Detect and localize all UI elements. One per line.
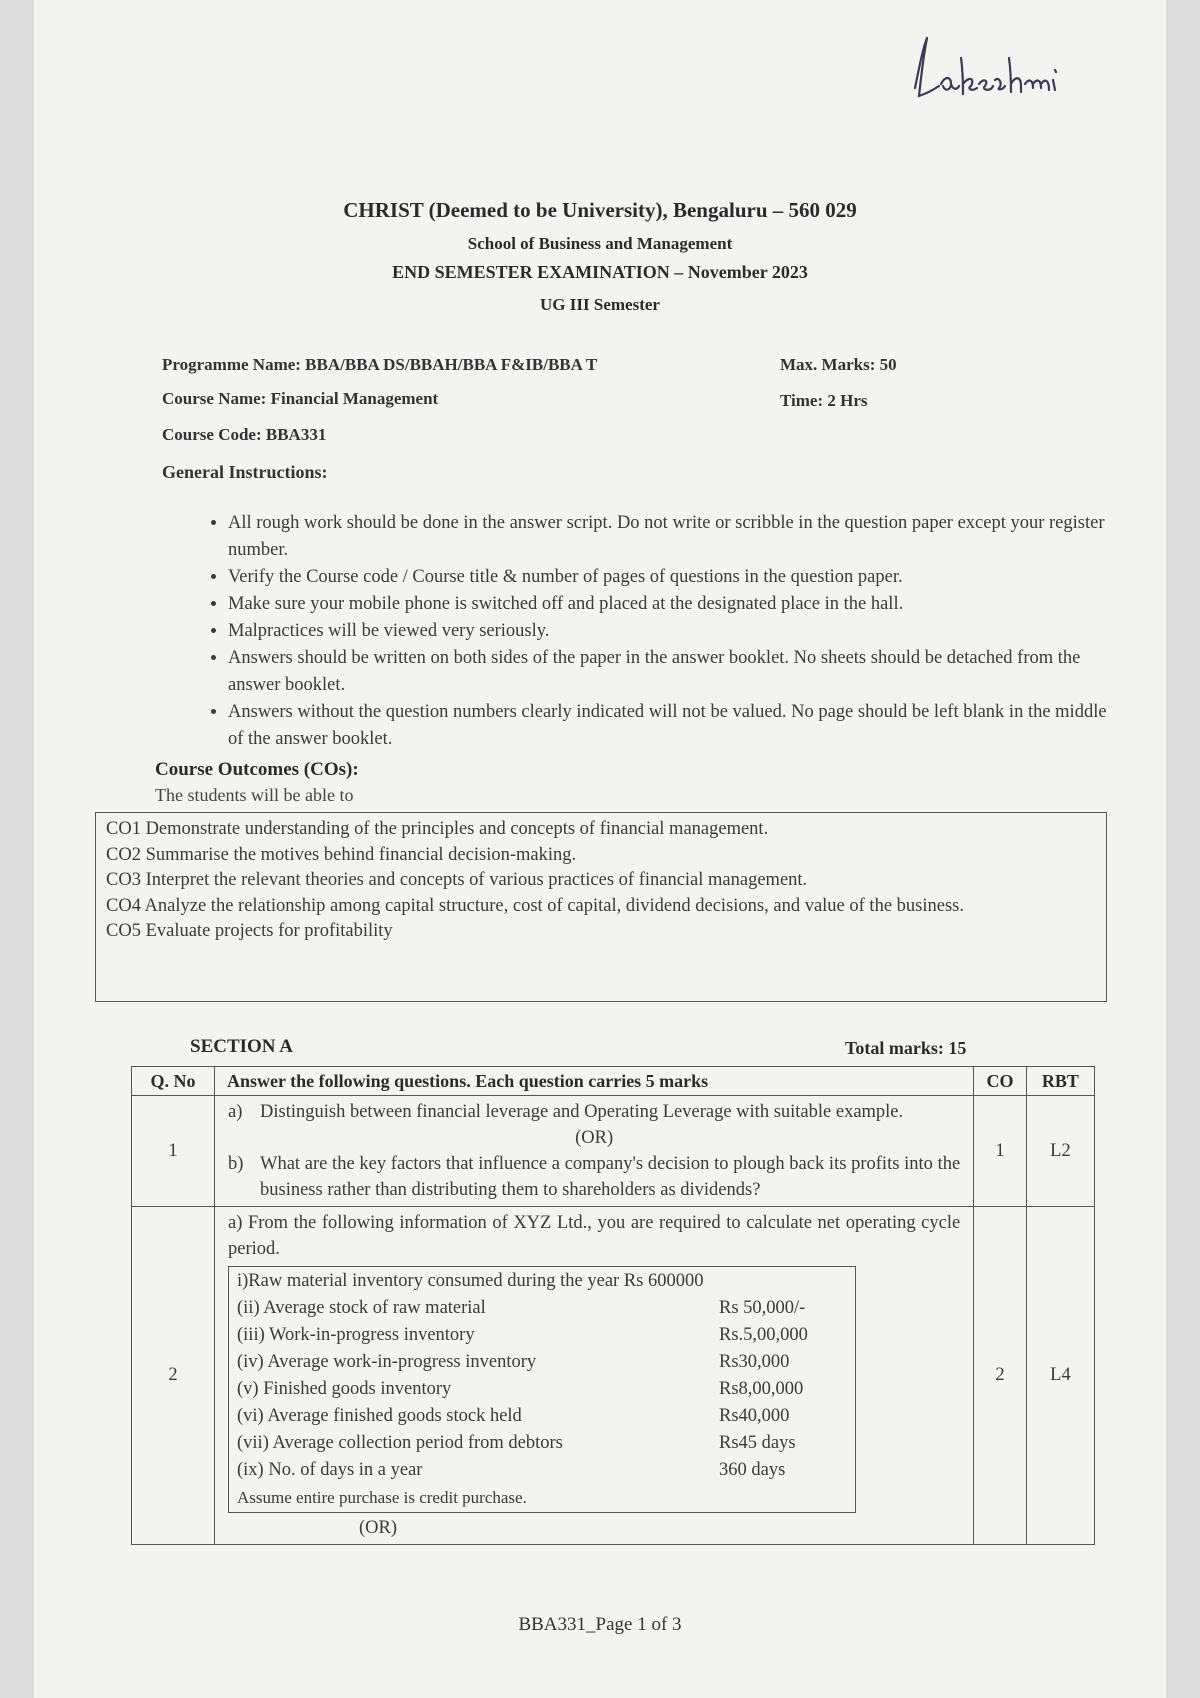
school-name: School of Business and Management [467, 234, 733, 253]
instruction-item: • Make sure your mobile phone is switched off and placed at the designated place in the hall. [228, 591, 1118, 618]
programme-name: Programme Name: BBA/BBA DS/BBAH/BBA F&IB/BBA T [162, 355, 598, 374]
rbt-value: L2 [1026, 1096, 1094, 1207]
question-text: What are the key factors that influence a company's decision to plough back its profits into the business rather than distributing them to shareholders as dividends? [260, 1154, 961, 1200]
or-separator: (OR) [575, 1128, 614, 1148]
max-marks: Max. Marks: 50 [780, 355, 897, 374]
header-rbt: RBT [1026, 1067, 1094, 1096]
exam-time: Time: 2 Hrs [780, 391, 868, 410]
exam-title: END SEMESTER EXAMINATION – November 2023 [392, 262, 808, 282]
course-outcomes-heading: Course Outcomes (COs): [155, 759, 359, 780]
table-row [132, 1207, 1095, 1545]
course-outcome-item: CO5 Evaluate projects for profitability [106, 921, 393, 941]
info-row [237, 1376, 847, 1403]
handwritten-signature [905, 28, 1135, 108]
question-number: 2 [132, 1207, 215, 1545]
info-label: (vi) Average finished goods stock held [237, 1406, 522, 1426]
info-row [237, 1349, 847, 1376]
course-outcome-item: CO2 Summarise the motives behind financial decision-making. [106, 844, 577, 865]
course-outcome-item: CO1 Demonstrate understanding of the principles and concepts of financial management. [106, 819, 769, 839]
question-text: Distinguish between financial leverage and Operating Leverage with suitable example. [260, 1102, 904, 1122]
info-value: Rs45 days [719, 1433, 796, 1453]
question-cell [215, 1207, 974, 1545]
info-value: Rs30,000 [719, 1352, 790, 1372]
general-instructions-heading: General Instructions: [162, 462, 328, 482]
part-label: b) [228, 1154, 244, 1174]
section-title: SECTION A [190, 1036, 293, 1057]
info-row [237, 1295, 847, 1322]
instruction-item: • Verify the Course code / Course title & number of pages of questions in the question paper. [228, 564, 1118, 591]
info-label: (v) Finished goods inventory [237, 1379, 452, 1399]
course-outcomes-box [95, 812, 1107, 1002]
info-label: (ii) Average stock of raw material [237, 1298, 486, 1318]
course-outcome-item: CO3 Interpret the relevant theories and concepts of various practices of financial management. [106, 870, 808, 890]
question-cell [215, 1096, 974, 1207]
course-outcome-item: CO4 Analyze the relationship among capital structure, cost of capital, dividend decisions, and value of the business. [106, 895, 964, 916]
header-qno: Q. No [132, 1067, 215, 1096]
info-row [237, 1322, 847, 1349]
instruction-item: • Malpractices will be viewed very seriously. [228, 618, 1118, 645]
info-label: (iv) Average work-in-progress inventory [237, 1352, 537, 1372]
or-separator: (OR) [358, 1518, 398, 1538]
part-label: a) [228, 1102, 243, 1122]
info-label: (vii) Average collection period from debtors [237, 1433, 563, 1453]
section-total-marks: Total marks: 15 [845, 1038, 967, 1058]
semester: UG III Semester [540, 295, 660, 314]
header-co: CO [974, 1067, 1027, 1096]
info-value: Rs 50,000/- [719, 1298, 806, 1318]
co-value: 1 [974, 1096, 1027, 1207]
university-title: CHRIST (Deemed to be University), Bengaluru – 560 029 [343, 198, 857, 222]
info-box [228, 1266, 856, 1513]
info-value: 360 days [719, 1460, 786, 1480]
info-label: (iii) Work-in-progress inventory [237, 1325, 475, 1345]
info-row [237, 1457, 847, 1484]
instructions-list [198, 510, 1118, 753]
question-text: a) From the following information of XYZ Ltd., you are required to calculate net operating cycle period. [228, 1213, 961, 1259]
info-label: (ix) No. of days in a year [237, 1460, 423, 1480]
course-outcomes-intro: The students will be able to [155, 785, 354, 805]
rbt-value: L4 [1026, 1207, 1094, 1545]
instruction-item: • All rough work should be done in the answer script. Do not write or scribble in the question paper except your register number. [228, 510, 1118, 564]
instruction-item: • Answers should be written on both sides of the paper in the answer booklet. No sheets should be detached from the answer booklet. [228, 645, 1118, 699]
course-name: Course Name: Financial Management [162, 389, 439, 408]
question-number: 1 [132, 1096, 215, 1207]
questions-table [131, 1066, 1095, 1545]
page-footer: BBA331_Page 1 of 3 [518, 1614, 682, 1635]
info-note: Assume entire purchase is credit purchase. [237, 1488, 527, 1507]
info-row [237, 1430, 847, 1457]
info-value: Rs.5,00,000 [719, 1325, 808, 1345]
co-value: 2 [974, 1207, 1027, 1545]
table-row [132, 1096, 1095, 1207]
info-row: i)Raw material inventory consumed during the year Rs 600000 [237, 1271, 704, 1291]
info-value: Rs40,000 [719, 1406, 790, 1426]
course-code: Course Code: BBA331 [162, 425, 327, 444]
table-header-row [132, 1067, 1095, 1096]
info-row [237, 1403, 847, 1430]
instruction-item: • Answers without the question numbers clearly indicated will not be valued. No page should be left blank in the middle of the answer booklet. [228, 699, 1118, 753]
info-value: Rs8,00,000 [719, 1379, 804, 1399]
header-instruction: Answer the following questions. Each question carries 5 marks [215, 1067, 974, 1096]
